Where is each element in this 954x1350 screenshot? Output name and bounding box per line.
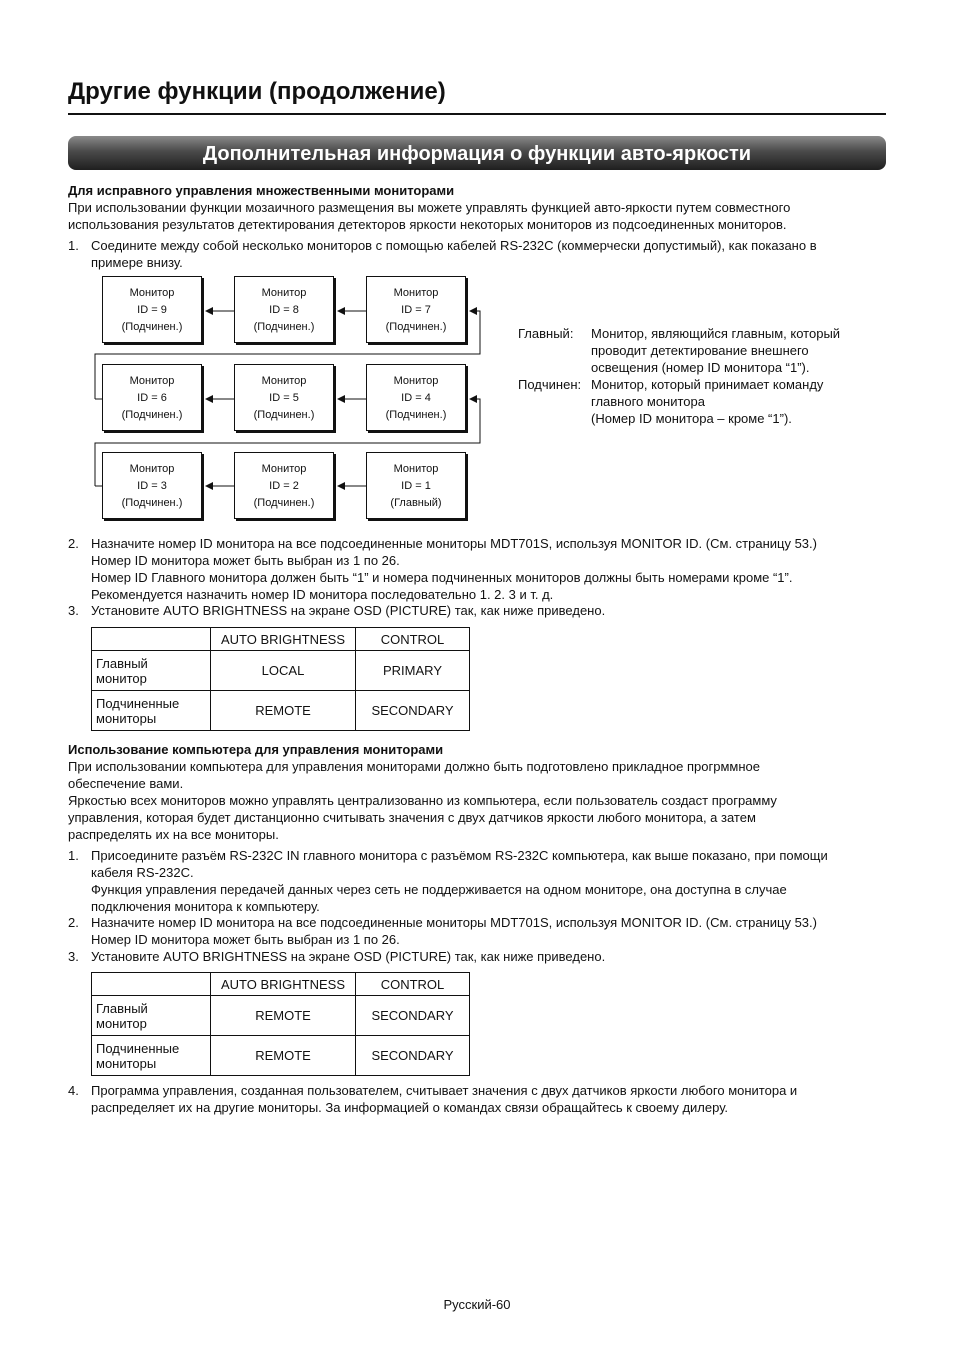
- step-text: Установите AUTO BRIGHTNESS на экране OSD (PICTURE) так, как ниже приведено.: [91, 603, 606, 618]
- monitor-role: (Подчинен.): [121, 321, 183, 333]
- text-line: Номер ID монитора может быть выбран из 1 по 26.: [91, 553, 400, 568]
- monitor-label: Монитор: [393, 375, 439, 387]
- text-line: Присоедините разъём RS-232C IN главного монитора с разъёмом RS-232C компьютера, как выше показано, при помощи: [91, 848, 828, 863]
- text-line: мониторы: [96, 710, 157, 726]
- table-cell-empty: [92, 973, 211, 996]
- section-heading-computer-control: Использование компьютера для управления мониторами: [68, 742, 444, 757]
- table-cell: SECONDARY: [356, 996, 470, 1036]
- legend-term-main: Главный:: [518, 326, 574, 341]
- table-header-control: CONTROL: [356, 628, 470, 651]
- monitor-role: (Главный): [390, 497, 442, 509]
- monitor-id: ID = 6: [137, 392, 167, 404]
- text-line: Программа управления, созданная пользователем, считывает значения с двух датчиков яркости любого монитора и: [91, 1083, 798, 1098]
- table-row: [92, 651, 470, 691]
- table-row-label: [92, 1036, 211, 1076]
- step-text: [91, 847, 828, 915]
- monitor-label: Монитор: [129, 463, 175, 475]
- monitor-box-8: [234, 276, 334, 343]
- table-header-auto-brightness: AUTO BRIGHTNESS: [211, 628, 356, 651]
- monitor-label: Монитор: [129, 287, 175, 299]
- table-cell: REMOTE: [211, 691, 356, 731]
- table-row-label: [92, 651, 211, 691]
- monitor-box-5: [234, 364, 334, 431]
- table-header-control: CONTROL: [356, 973, 470, 996]
- text-line: монитор: [96, 670, 147, 686]
- table-cell: PRIMARY: [356, 651, 470, 691]
- text-line: главного монитора: [591, 394, 705, 409]
- text-line: Подчиненные: [96, 695, 180, 711]
- text-line: монитор: [96, 1015, 147, 1031]
- step-number: 1.: [68, 238, 79, 253]
- text-line: Соедините между собой несколько мониторов с помощью кабелей RS-232C (коммерчески допустимый), как показано в: [91, 238, 817, 253]
- step-number: 2.: [68, 915, 79, 930]
- monitor-id: ID = 5: [269, 392, 299, 404]
- text-line: Монитор, который принимает команду: [591, 377, 824, 392]
- monitor-role: (Подчинен.): [385, 409, 447, 421]
- table-header-row: [92, 973, 470, 996]
- text-line: Главный: [96, 655, 148, 671]
- section-banner: Дополнительная информация о функции авто-яркости: [68, 136, 886, 170]
- intro-paragraph: [68, 758, 777, 843]
- monitor-role: (Подчинен.): [253, 321, 315, 333]
- text-line: При использовании функции мозаичного размещения вы можете управлять функцией авто-яркости путем совместного: [68, 200, 791, 215]
- text-line: Назначите номер ID монитора на все подсоединенные мониторы MDT701S, используя MONITOR ID. (См. страницу 53.): [91, 915, 817, 930]
- table-row: [92, 996, 470, 1036]
- monitor-id: ID = 2: [269, 480, 299, 492]
- text-line: подключения монитора к компьютеру.: [91, 899, 320, 914]
- text-line: Назначите номер ID монитора на все подсоединенные мониторы MDT701S, используя MONITOR ID. (См. страницу 53.): [91, 536, 817, 551]
- monitor-role: (Подчинен.): [253, 497, 315, 509]
- text-line: распределяет их на другие мониторы. За информацией о командах связи обращайтесь к своему дилеру.: [91, 1100, 728, 1115]
- text-line: мониторы: [96, 1055, 157, 1071]
- table-cell-empty: [92, 628, 211, 651]
- text-line: Номер ID монитора может быть выбран из 1 по 26.: [91, 932, 400, 947]
- monitor-label: Монитор: [393, 287, 439, 299]
- step-text: [91, 1082, 797, 1116]
- table-cell: SECONDARY: [356, 691, 470, 731]
- text-line: Яркостью всех мониторов можно управлять централизованно из компьютера, если пользователь создаст программу: [68, 793, 777, 808]
- monitor-label: Монитор: [129, 375, 175, 387]
- step-text: Установите AUTO BRIGHTNESS на экране OSD (PICTURE) так, как ниже приведено.: [91, 949, 606, 964]
- legend-term-sub: Подчинен:: [518, 377, 582, 392]
- text-line: кабеля RS-232C.: [91, 865, 194, 880]
- legend-def-sub: [591, 376, 823, 427]
- text-line: (Номер ID монитора – кроме “1”).: [591, 411, 792, 426]
- monitor-role: (Подчинен.): [253, 409, 315, 421]
- text-line: При использовании компьютера для управления мониторами должно быть подготовлено прикладное прогрммное: [68, 759, 760, 774]
- monitor-role: (Подчинен.): [121, 409, 183, 421]
- monitor-id: ID = 1: [401, 480, 431, 492]
- monitor-label: Монитор: [261, 463, 307, 475]
- monitor-id: ID = 9: [137, 304, 167, 316]
- table-row-label: [92, 996, 211, 1036]
- monitor-box-9: [102, 276, 202, 343]
- text-line: примере внизу.: [91, 255, 183, 270]
- monitor-box-4: [366, 364, 466, 431]
- monitor-box-2: [234, 452, 334, 519]
- text-line: Функция управления передачей данных через сеть не поддерживается на одном мониторе, она доступна в случае: [91, 882, 787, 897]
- monitor-box-6: [102, 364, 202, 431]
- table-cell: SECONDARY: [356, 1036, 470, 1076]
- monitor-id: ID = 4: [401, 392, 431, 404]
- monitor-box-7: [366, 276, 466, 343]
- text-line: распределять их на все мониторы.: [68, 827, 279, 842]
- text-line: управления, которая будет дистанционно считывать значения с двух датчиков яркости любого монитора, а затем: [68, 810, 756, 825]
- osd-settings-table-computer: [91, 972, 470, 1076]
- section-heading-multi-monitor: Для исправного управления множественными мониторами: [68, 183, 455, 198]
- monitor-id: ID = 7: [401, 304, 431, 316]
- table-header-row: [92, 628, 470, 651]
- table-cell: REMOTE: [211, 1036, 356, 1076]
- text-line: Рекомендуется назначить номер ID монитора последовательно 1. 2. 3 и т. д.: [91, 587, 554, 602]
- monitor-box-3: [102, 452, 202, 519]
- table-cell: LOCAL: [211, 651, 356, 691]
- table-row: [92, 1036, 470, 1076]
- step-text: [91, 535, 817, 603]
- text-line: освещения (номер ID монитора “1”).: [591, 360, 810, 375]
- text-line: обеспечение вами.: [68, 776, 184, 791]
- step-number: 2.: [68, 536, 79, 551]
- monitor-label: Монитор: [261, 375, 307, 387]
- page-title: Другие функции (продолжение): [68, 78, 446, 105]
- table-header-auto-brightness: AUTO BRIGHTNESS: [211, 973, 356, 996]
- step-number: 3.: [68, 603, 79, 618]
- legend-def-main: [591, 325, 840, 376]
- text-line: проводит детектирование внешнего: [591, 343, 809, 358]
- text-line: Номер ID Главного монитора должен быть “1” и номера подчиненных мониторов должны быть номерами кроме “1”.: [91, 570, 793, 585]
- step-number: 3.: [68, 949, 79, 964]
- monitor-id: ID = 8: [269, 304, 299, 316]
- monitor-role: (Подчинен.): [121, 497, 183, 509]
- step-text: [91, 914, 817, 948]
- monitor-label: Монитор: [393, 463, 439, 475]
- monitor-id: ID = 3: [137, 480, 167, 492]
- osd-settings-table: [91, 627, 470, 731]
- monitor-role: (Подчинен.): [385, 321, 447, 333]
- table-row: [92, 691, 470, 731]
- text-line: Подчиненные: [96, 1040, 180, 1056]
- text-line: Монитор, являющийся главным, который: [591, 326, 841, 341]
- step-number: 1.: [68, 848, 79, 863]
- table-cell: REMOTE: [211, 996, 356, 1036]
- table-row-label: [92, 691, 211, 731]
- monitor-box-1: [366, 452, 466, 519]
- page-number: Русский-60: [443, 1297, 511, 1312]
- text-line: использования результатов детектирования детекторов яркости некоторых мониторов из подсоединенных мониторов.: [68, 217, 787, 232]
- monitor-label: Монитор: [261, 287, 307, 299]
- step-number: 4.: [68, 1083, 79, 1098]
- text-line: Главный: [96, 1000, 148, 1016]
